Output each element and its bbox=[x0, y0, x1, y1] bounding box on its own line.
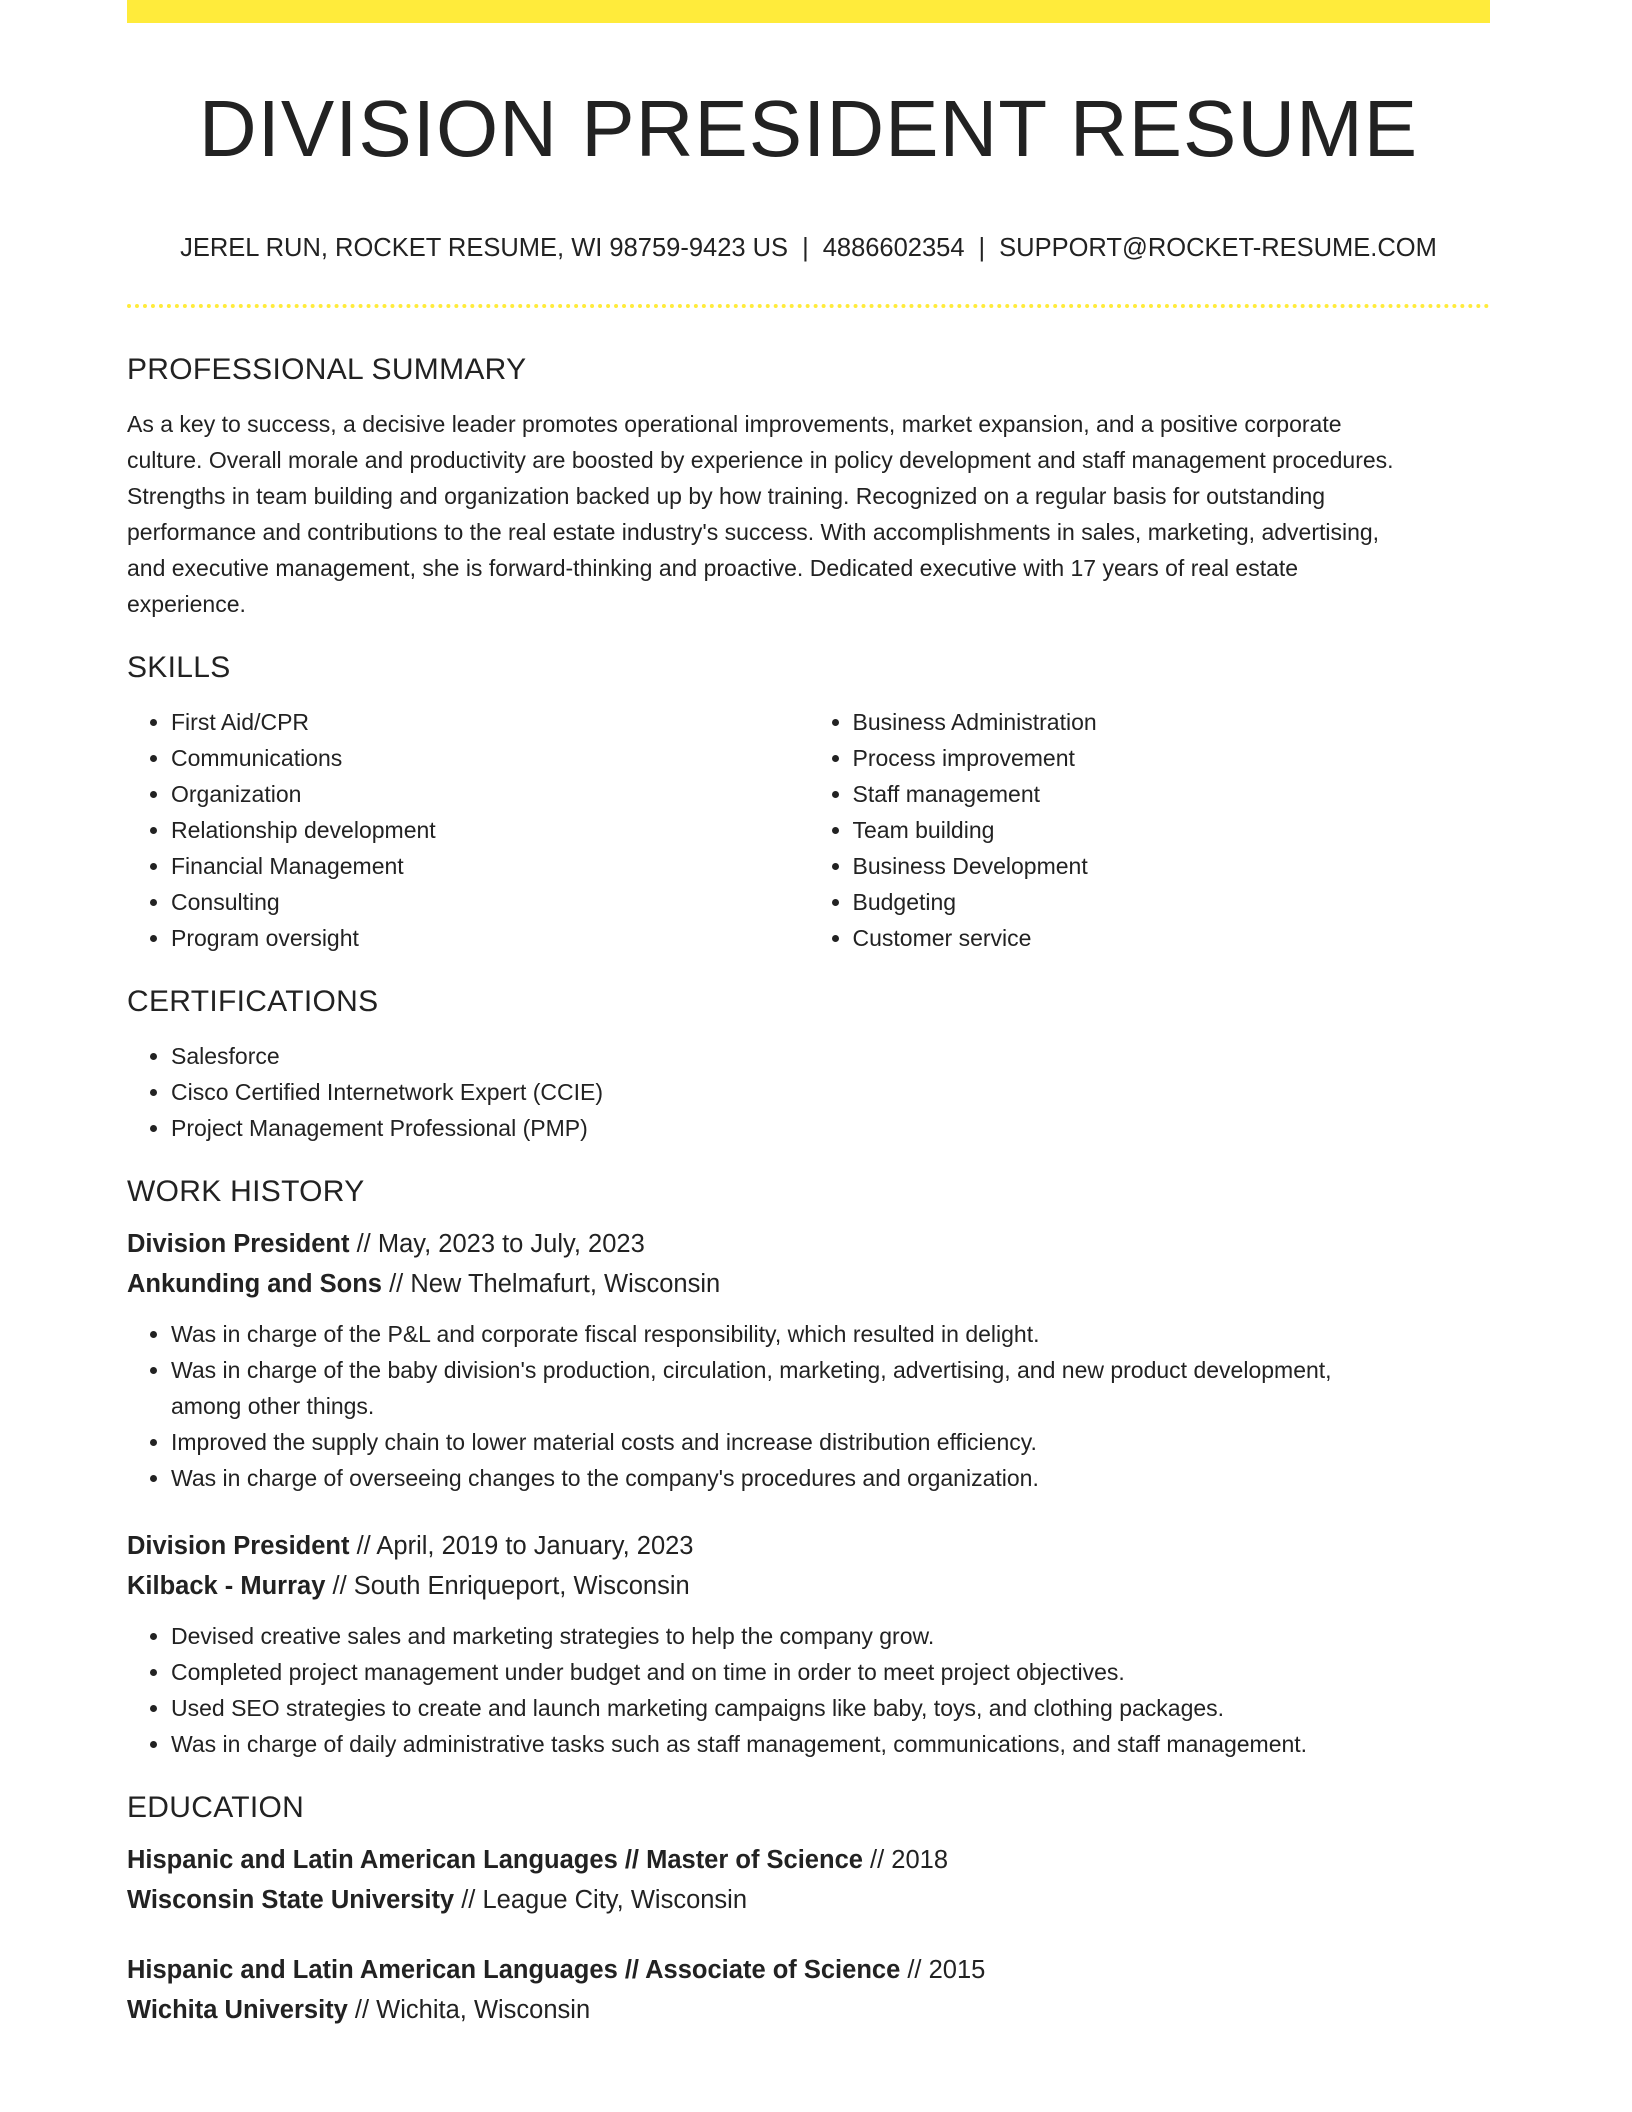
job-bullet: • Used SEO strategies to create and launch marketing campaigns like baby, toys, and clothing packages. bbox=[171, 1690, 1490, 1726]
skill-item: • Program oversight bbox=[171, 920, 809, 956]
job-dates: // April, 2019 to January, 2023 bbox=[349, 1531, 694, 1560]
education-school-line bbox=[127, 1880, 1490, 1920]
contact-line bbox=[127, 233, 1490, 264]
skill-item: • Budgeting bbox=[853, 884, 1491, 920]
education-school-line bbox=[127, 1990, 1490, 2030]
education-entry bbox=[127, 1950, 1490, 2030]
skill-item: • Financial Management bbox=[171, 848, 809, 884]
skill-item: • Customer service bbox=[853, 920, 1491, 956]
dotted-divider bbox=[127, 304, 1490, 308]
contact-separator: | bbox=[978, 234, 986, 262]
skill-item: • Business Development bbox=[853, 848, 1491, 884]
top-accent-bar bbox=[127, 0, 1490, 23]
resume-page bbox=[127, 0, 1490, 2030]
skills-column-left bbox=[127, 704, 809, 956]
job-title-line bbox=[127, 1526, 1490, 1566]
job-bullets bbox=[127, 1618, 1490, 1762]
education-location: // League City, Wisconsin bbox=[454, 1885, 748, 1914]
job-bullet: • Was in charge of the P&L and corporate fiscal responsibility, which resulted in delight. bbox=[171, 1316, 1490, 1352]
job-dates: // May, 2023 to July, 2023 bbox=[349, 1229, 645, 1258]
contact-separator: | bbox=[802, 234, 809, 262]
summary-line: experience. bbox=[127, 590, 246, 617]
job-location: // South Enriqueport, Wisconsin bbox=[325, 1571, 690, 1600]
job-title: Division President bbox=[127, 1229, 350, 1258]
contact-phone: 4886602354 bbox=[822, 234, 965, 262]
certifications-list bbox=[127, 1038, 1490, 1146]
education-year: // 2015 bbox=[900, 1955, 986, 1984]
job-bullet-line: Was in charge of the baby division's production, circulation, marketing, advertising, and new product development, bbox=[171, 1356, 1332, 1383]
job-location: // New Thelmafurt, Wisconsin bbox=[382, 1269, 721, 1298]
summary-line: and executive management, she is forward-thinking and proactive. Dedicated executive with 17 years of real estate bbox=[127, 554, 1299, 581]
education-degree: Hispanic and Latin American Languages // Master of Science bbox=[127, 1845, 863, 1874]
skills-column-right bbox=[809, 704, 1491, 956]
skill-item: • First Aid/CPR bbox=[171, 704, 809, 740]
job-company-line bbox=[127, 1566, 1490, 1606]
certification-item: • Salesforce bbox=[171, 1038, 1490, 1074]
job-title: Division President bbox=[127, 1531, 350, 1560]
job-bullet: • Was in charge of overseeing changes to the company's procedures and organization. bbox=[171, 1460, 1490, 1496]
job-bullet-line: among other things. bbox=[171, 1392, 375, 1419]
job-bullet: • Improved the supply chain to lower material costs and increase distribution efficiency. bbox=[171, 1424, 1490, 1460]
summary-line: Strengths in team building and organization backed up by how training. Recognized on a regular basis for outstanding bbox=[127, 482, 1326, 509]
education-entry bbox=[127, 1840, 1490, 1920]
certification-item: • Cisco Certified Internetwork Expert (CCIE) bbox=[171, 1074, 1490, 1110]
resume-title: DIVISION PRESIDENT RESUME bbox=[198, 84, 1419, 173]
summary-paragraph bbox=[127, 406, 1490, 622]
summary-line: As a key to success, a decisive leader promotes operational improvements, market expansion, and a positive corporate bbox=[127, 410, 1342, 437]
education-degree-line bbox=[127, 1840, 1490, 1880]
section-heading-skills: SKILLS bbox=[127, 650, 231, 684]
section-heading-education: EDUCATION bbox=[127, 1790, 305, 1824]
job-company-line bbox=[127, 1264, 1490, 1304]
education-degree: Hispanic and Latin American Languages // Associate of Science bbox=[127, 1955, 901, 1984]
summary-line: culture. Overall morale and productivity are boosted by experience in policy development and staff management procedures. bbox=[127, 446, 1394, 473]
job-company: Ankunding and Sons bbox=[127, 1269, 382, 1298]
certification-item: • Project Management Professional (PMP) bbox=[171, 1110, 1490, 1146]
job-bullet: • Devised creative sales and marketing strategies to help the company grow. bbox=[171, 1618, 1490, 1654]
skill-item: • Consulting bbox=[171, 884, 809, 920]
job-entry bbox=[127, 1526, 1490, 1762]
job-entry bbox=[127, 1224, 1490, 1496]
skill-item: • Team building bbox=[853, 812, 1491, 848]
job-bullets bbox=[127, 1316, 1490, 1496]
skill-item: • Staff management bbox=[853, 776, 1491, 812]
section-heading-summary: PROFESSIONAL SUMMARY bbox=[127, 352, 527, 386]
skill-item: • Relationship development bbox=[171, 812, 809, 848]
job-title-line bbox=[127, 1224, 1490, 1264]
summary-line: performance and contributions to the real estate industry's success. With accomplishments in sales, marketing, advertising, bbox=[127, 518, 1380, 545]
job-bullet: • Was in charge of daily administrative tasks such as staff management, communications, and staff management. bbox=[171, 1726, 1490, 1762]
skill-item: • Communications bbox=[171, 740, 809, 776]
skill-item: • Process improvement bbox=[853, 740, 1491, 776]
skill-item: • Organization bbox=[171, 776, 809, 812]
skills-list bbox=[127, 704, 1490, 956]
education-school: Wichita University bbox=[127, 1995, 348, 2024]
contact-address: JEREL RUN, ROCKET RESUME, WI 98759-9423 US bbox=[180, 234, 789, 262]
job-company: Kilback - Murray bbox=[127, 1571, 326, 1600]
education-location: // Wichita, Wisconsin bbox=[347, 1995, 591, 2024]
skill-item: • Business Administration bbox=[853, 704, 1491, 740]
job-bullet bbox=[171, 1352, 1490, 1424]
job-bullet: • Completed project management under budget and on time in order to meet project objectives. bbox=[171, 1654, 1490, 1690]
education-degree-line bbox=[127, 1950, 1490, 1990]
education-year: // 2018 bbox=[862, 1845, 949, 1874]
contact-email: SUPPORT@ROCKET-RESUME.COM bbox=[999, 234, 1437, 262]
education-school: Wisconsin State University bbox=[127, 1885, 455, 1914]
section-heading-work-history: WORK HISTORY bbox=[127, 1174, 365, 1208]
section-heading-certifications: CERTIFICATIONS bbox=[127, 984, 379, 1018]
